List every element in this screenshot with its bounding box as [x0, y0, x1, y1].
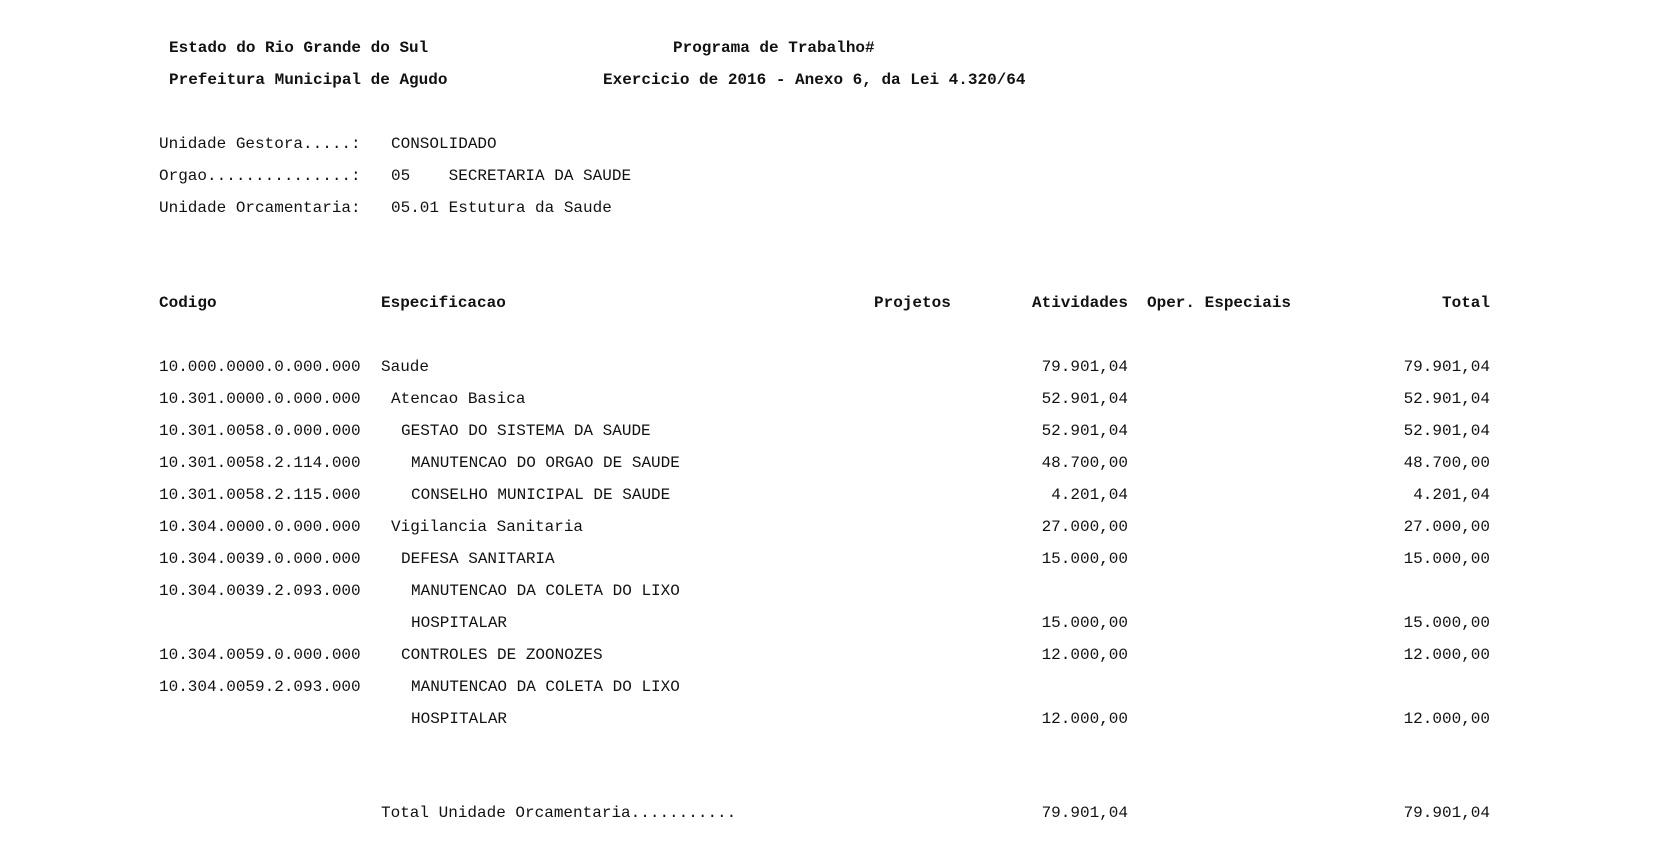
- table-row: [0, 517, 1653, 549]
- row-especificacao: Saude: [381, 358, 430, 376]
- row-atividades: 52.901,04: [1041, 390, 1128, 408]
- unidade-orcamentaria-value: 05.01 Estutura da Saude: [391, 199, 612, 217]
- header-state: Estado do Rio Grande do Sul: [169, 39, 429, 57]
- row-especificacao: MANUTENCAO DA COLETA DO LIXO: [411, 678, 680, 696]
- table-row: [0, 453, 1653, 485]
- row-codigo: 10.304.0059.0.000.000: [159, 646, 361, 664]
- total-atividades-value: 79.901,04: [1041, 804, 1128, 822]
- row-codigo: 10.304.0039.0.000.000: [159, 550, 361, 568]
- row-especificacao: MANUTENCAO DO ORGAO DE SAUDE: [411, 454, 680, 472]
- row-total: 12.000,00: [1403, 646, 1490, 664]
- row-especificacao: GESTAO DO SISTEMA DA SAUDE: [401, 422, 651, 440]
- row-atividades: 15.000,00: [1041, 550, 1128, 568]
- column-header-projetos: Projetos: [874, 294, 951, 312]
- orgao-label: Orgao...............:: [159, 167, 361, 185]
- row-codigo: 10.301.0058.2.115.000: [159, 486, 361, 504]
- row-atividades: 48.700,00: [1041, 454, 1128, 472]
- header-city: Prefeitura Municipal de Agudo: [169, 71, 448, 89]
- table-row: [0, 677, 1653, 709]
- row-total: 52.901,04: [1403, 390, 1490, 408]
- header-exercise: Exercicio de 2016 - Anexo 6, da Lei 4.320/64: [603, 71, 1026, 89]
- table-row: [0, 421, 1653, 453]
- column-header-codigo: Codigo: [159, 294, 217, 312]
- row-especificacao: MANUTENCAO DA COLETA DO LIXO: [411, 582, 680, 600]
- row-atividades: 79.901,04: [1041, 358, 1128, 376]
- row-codigo: 10.301.0000.0.000.000: [159, 390, 361, 408]
- row-total: 4.201,04: [1413, 486, 1490, 504]
- row-codigo: 10.301.0058.2.114.000: [159, 454, 361, 472]
- row-especificacao: DEFESA SANITARIA: [401, 550, 555, 568]
- total-value: 79.901,04: [1403, 804, 1490, 822]
- table-row: [0, 581, 1653, 613]
- table-body: [0, 357, 1653, 741]
- row-especificacao: Atencao Basica: [391, 390, 526, 408]
- row-especificacao: CONTROLES DE ZOONOZES: [401, 646, 603, 664]
- table-row: [0, 549, 1653, 581]
- row-atividades: 12.000,00: [1041, 710, 1128, 728]
- total-unidade-label: Total Unidade Orcamentaria...........: [381, 804, 737, 822]
- table-row: [0, 613, 1653, 645]
- column-header-oper-especiais: Oper. Especiais: [1147, 294, 1292, 312]
- row-total: 12.000,00: [1403, 710, 1490, 728]
- row-total: 27.000,00: [1403, 518, 1490, 536]
- row-especificacao: Vigilancia Sanitaria: [391, 518, 584, 536]
- row-codigo: 10.304.0000.0.000.000: [159, 518, 361, 536]
- header-program: Programa de Trabalho#: [673, 39, 875, 57]
- row-especificacao: HOSPITALAR: [411, 614, 508, 632]
- row-especificacao: HOSPITALAR: [411, 710, 508, 728]
- column-header-especificacao: Especificacao: [381, 294, 506, 312]
- column-header-total: Total: [1441, 294, 1490, 312]
- unidade-gestora-value: CONSOLIDADO: [391, 135, 497, 153]
- row-total: 79.901,04: [1403, 358, 1490, 376]
- table-row: [0, 357, 1653, 389]
- orgao-value: 05 SECRETARIA DA SAUDE: [391, 167, 632, 185]
- row-atividades: 27.000,00: [1041, 518, 1128, 536]
- unidade-gestora-label: Unidade Gestora.....:: [159, 135, 361, 153]
- row-atividades: 52.901,04: [1041, 422, 1128, 440]
- row-codigo: 10.304.0059.2.093.000: [159, 678, 361, 696]
- column-header-atividades: Atividades: [1031, 294, 1128, 312]
- table-row: [0, 645, 1653, 677]
- row-total: 52.901,04: [1403, 422, 1490, 440]
- row-codigo: 10.000.0000.0.000.000: [159, 358, 361, 376]
- row-especificacao: CONSELHO MUNICIPAL DE SAUDE: [411, 486, 671, 504]
- row-total: 15.000,00: [1403, 550, 1490, 568]
- row-codigo: 10.304.0039.2.093.000: [159, 582, 361, 600]
- row-atividades: 15.000,00: [1041, 614, 1128, 632]
- row-atividades: 12.000,00: [1041, 646, 1128, 664]
- table-row: [0, 485, 1653, 517]
- row-atividades: 4.201,04: [1051, 486, 1128, 504]
- row-total: 48.700,00: [1403, 454, 1490, 472]
- table-row: [0, 389, 1653, 421]
- row-codigo: 10.301.0058.0.000.000: [159, 422, 361, 440]
- row-total: 15.000,00: [1403, 614, 1490, 632]
- table-row: [0, 709, 1653, 741]
- unidade-orcamentaria-label: Unidade Orcamentaria:: [159, 199, 361, 217]
